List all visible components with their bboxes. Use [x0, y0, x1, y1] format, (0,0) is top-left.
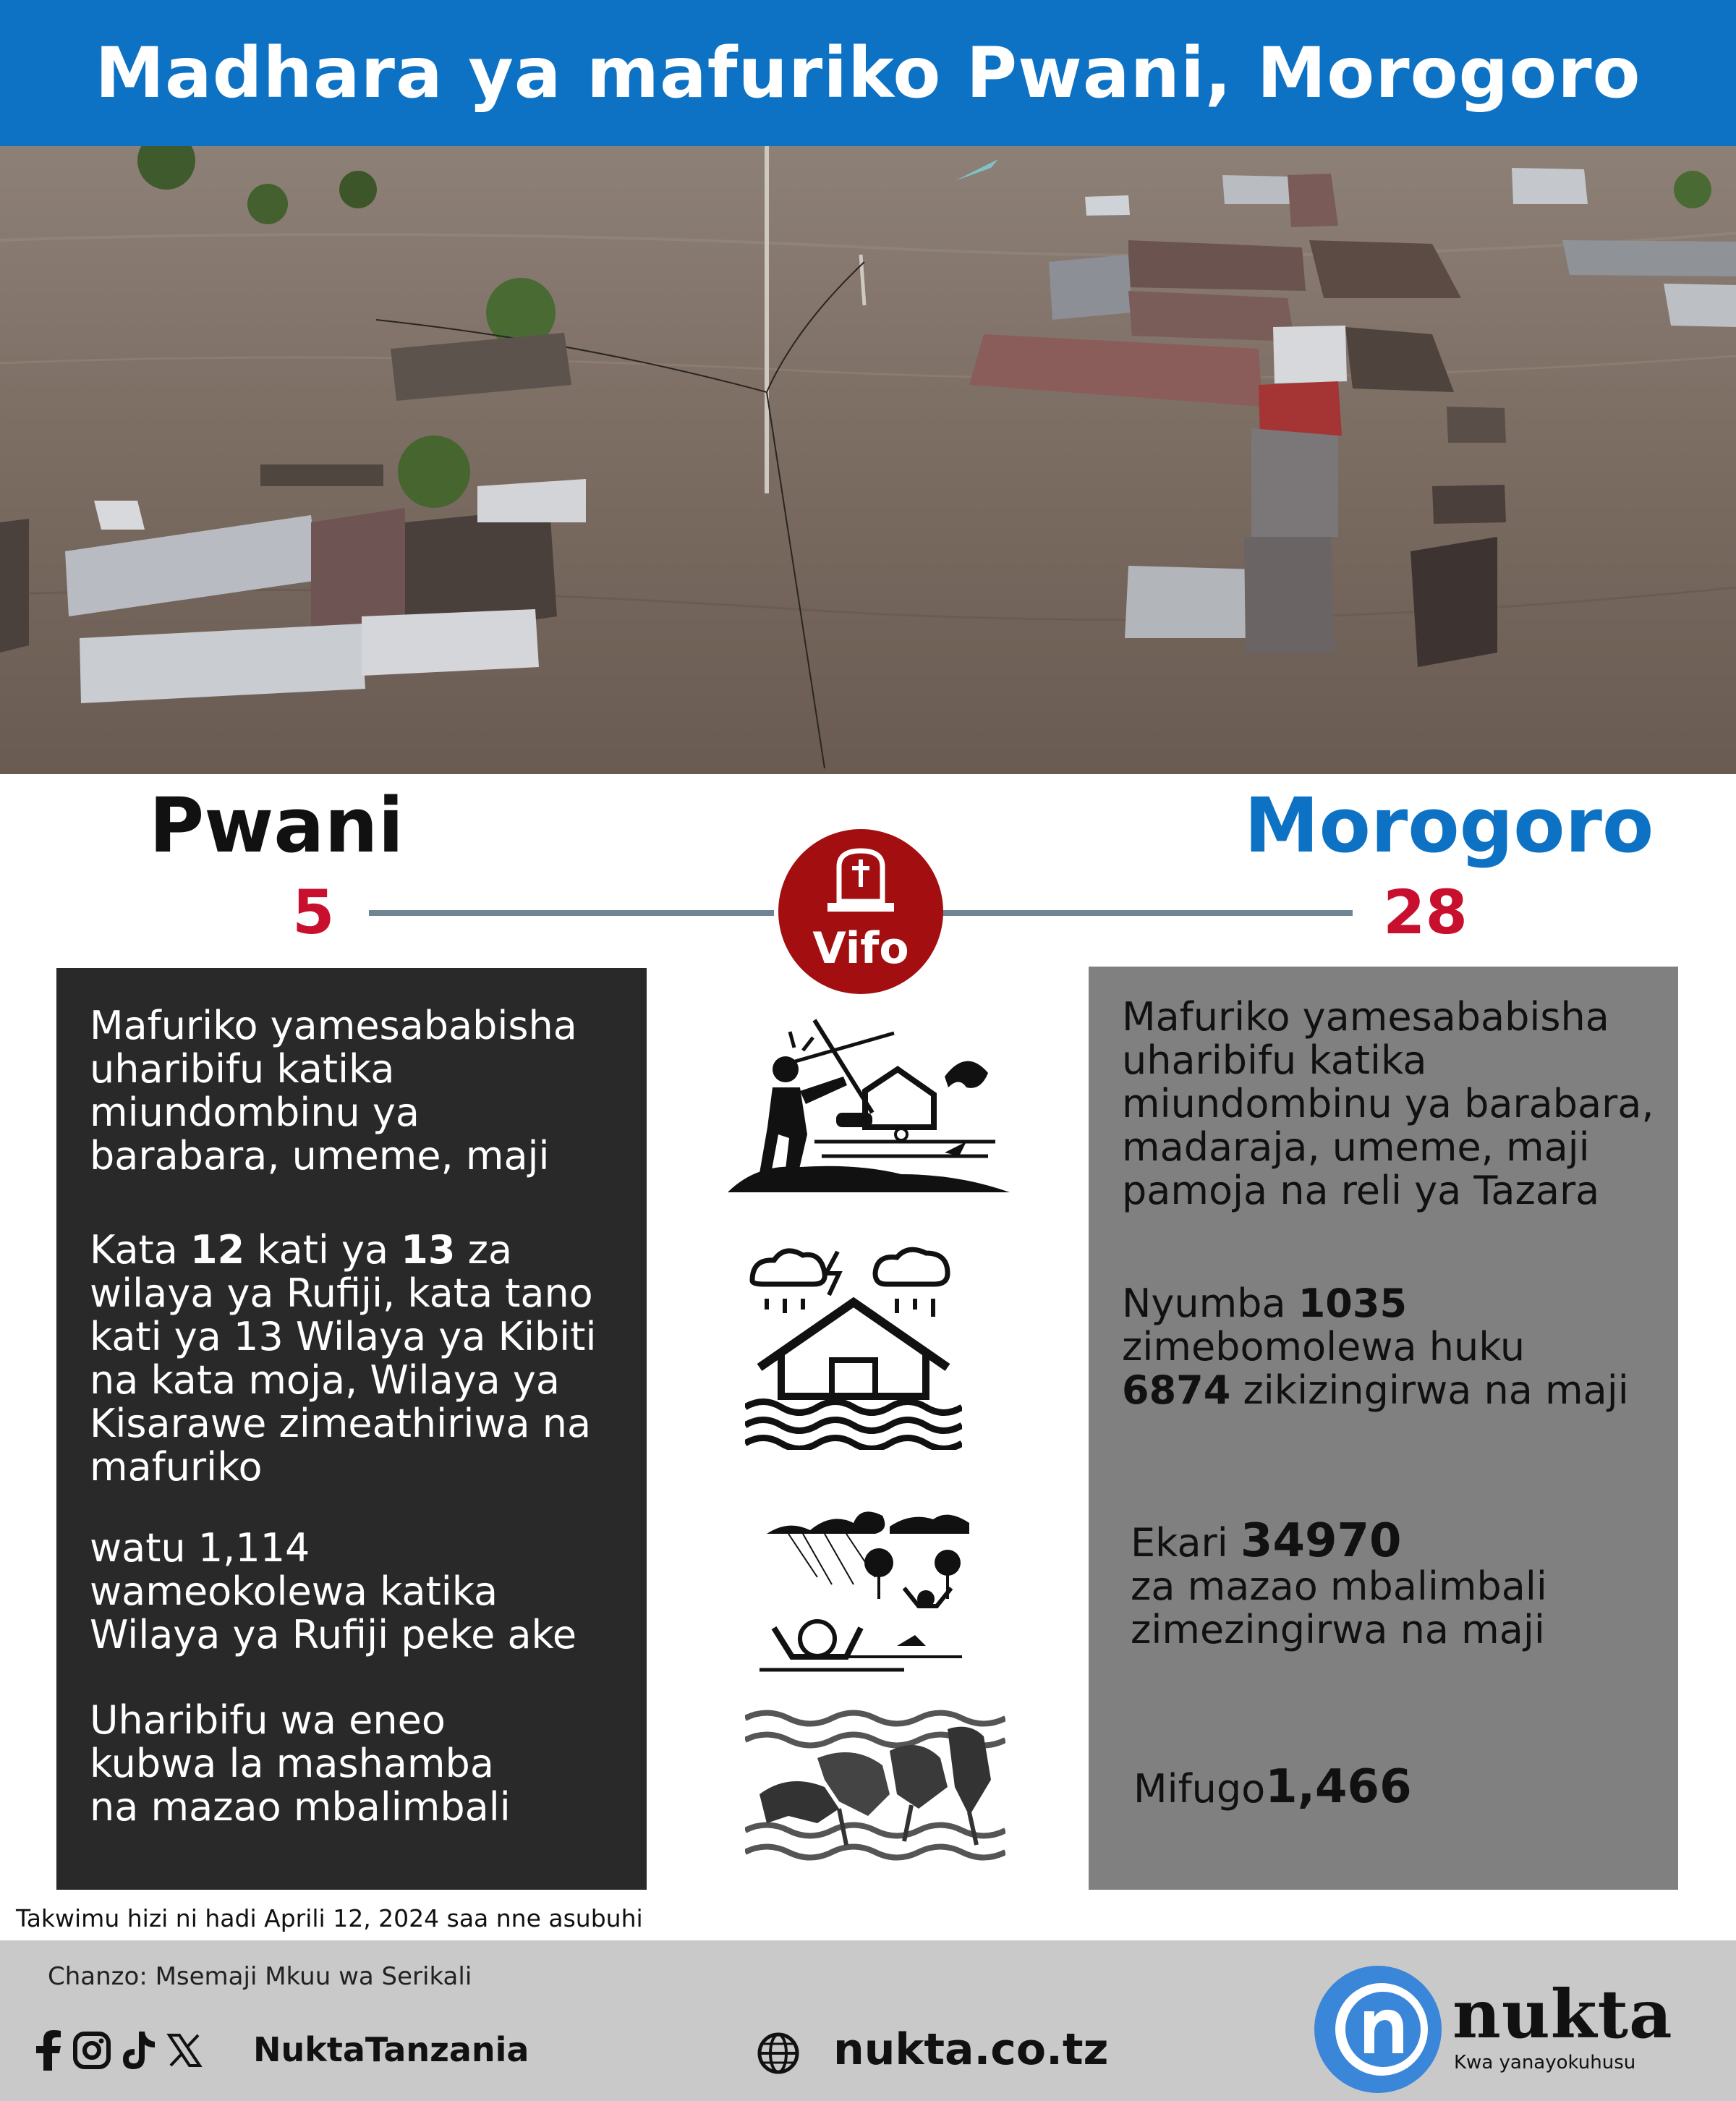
morogoro-acres-text: Ekari 34970 za mazao mbalimbali zimezingirwa na maji — [1131, 1514, 1547, 1652]
pwani-wards-text: Kata 12 kati ya 13 za wilaya ya Rufiji, kata tano kati ya 13 Wilaya ya Kibiti na kata moja, Wilaya ya Kisarawe zimeathiriwa na mafuriko — [90, 1227, 597, 1490]
gravestone-icon — [823, 845, 898, 914]
pwani-infrastructure-text: Mafuriko yamesababisha uharibifu katika miundombinu ya barabara, umeme, maji — [90, 1003, 577, 1179]
pwani-farms-text: Uharibifu wa eneo kubwa la mashamba na mazao mbalimbali — [90, 1697, 511, 1830]
flooded-house-icon — [745, 1244, 962, 1450]
morogoro-panel — [1089, 967, 1678, 1890]
divider-right — [940, 910, 1353, 916]
deaths-badge — [778, 829, 943, 994]
morogoro-infrastructure-text: Mafuriko yamesababisha uharibifu katika miundombinu ya barabara, madaraja, umeme, maji pamoja na reli ya Tazara — [1122, 994, 1654, 1213]
divider-left — [369, 910, 774, 916]
social-icons — [33, 2030, 203, 2071]
deaths-morogoro: 28 — [1383, 877, 1468, 948]
pwani-rescued-text: watu 1,114 wameokolewa katika Wilaya ya Rufiji peke ake — [90, 1525, 577, 1658]
pwani-panel — [56, 968, 647, 1890]
website-link[interactable]: nukta.co.tz — [833, 2024, 1109, 2075]
brand-tagline: Kwa yanayokuhusu — [1454, 2052, 1636, 2074]
instagram-icon[interactable] — [72, 2031, 111, 2070]
tiktok-icon[interactable] — [122, 2030, 156, 2071]
livestock-flood-icon — [745, 1707, 1005, 1871]
page-title: Madhara ya mafuriko Pwani, Morogoro — [0, 0, 1736, 146]
infrastructure-damage-icon — [728, 1019, 1010, 1200]
flooded-village-photo — [0, 146, 1736, 774]
region-morogoro: Morogoro — [1244, 781, 1654, 870]
facebook-icon[interactable] — [33, 2030, 62, 2071]
social-handle[interactable]: NuktaTanzania — [253, 2030, 529, 2069]
source-text: Chanzo: Msemaji Mkuu wa Serikali — [48, 1962, 472, 1991]
globe-icon — [757, 2032, 800, 2075]
region-pwani: Pwani — [149, 781, 404, 870]
deaths-label: Vifo — [812, 923, 909, 974]
deaths-pwani: 5 — [292, 877, 335, 948]
people-drowning-icon — [760, 1490, 977, 1678]
x-icon[interactable] — [166, 2032, 203, 2068]
morogoro-houses-text: Nyumba 1035 zimebomolewa huku 6874 zikizingirwa na maji — [1122, 1281, 1629, 1413]
nukta-logo-icon — [1311, 1962, 1445, 2097]
morogoro-livestock-text: Mifugo1,466 — [1133, 1760, 1412, 1814]
brand-name: nukta — [1452, 1975, 1673, 2053]
data-date-note: Takwimu hizi ni hadi Aprili 12, 2024 saa nne asubuhi — [16, 1904, 643, 1932]
